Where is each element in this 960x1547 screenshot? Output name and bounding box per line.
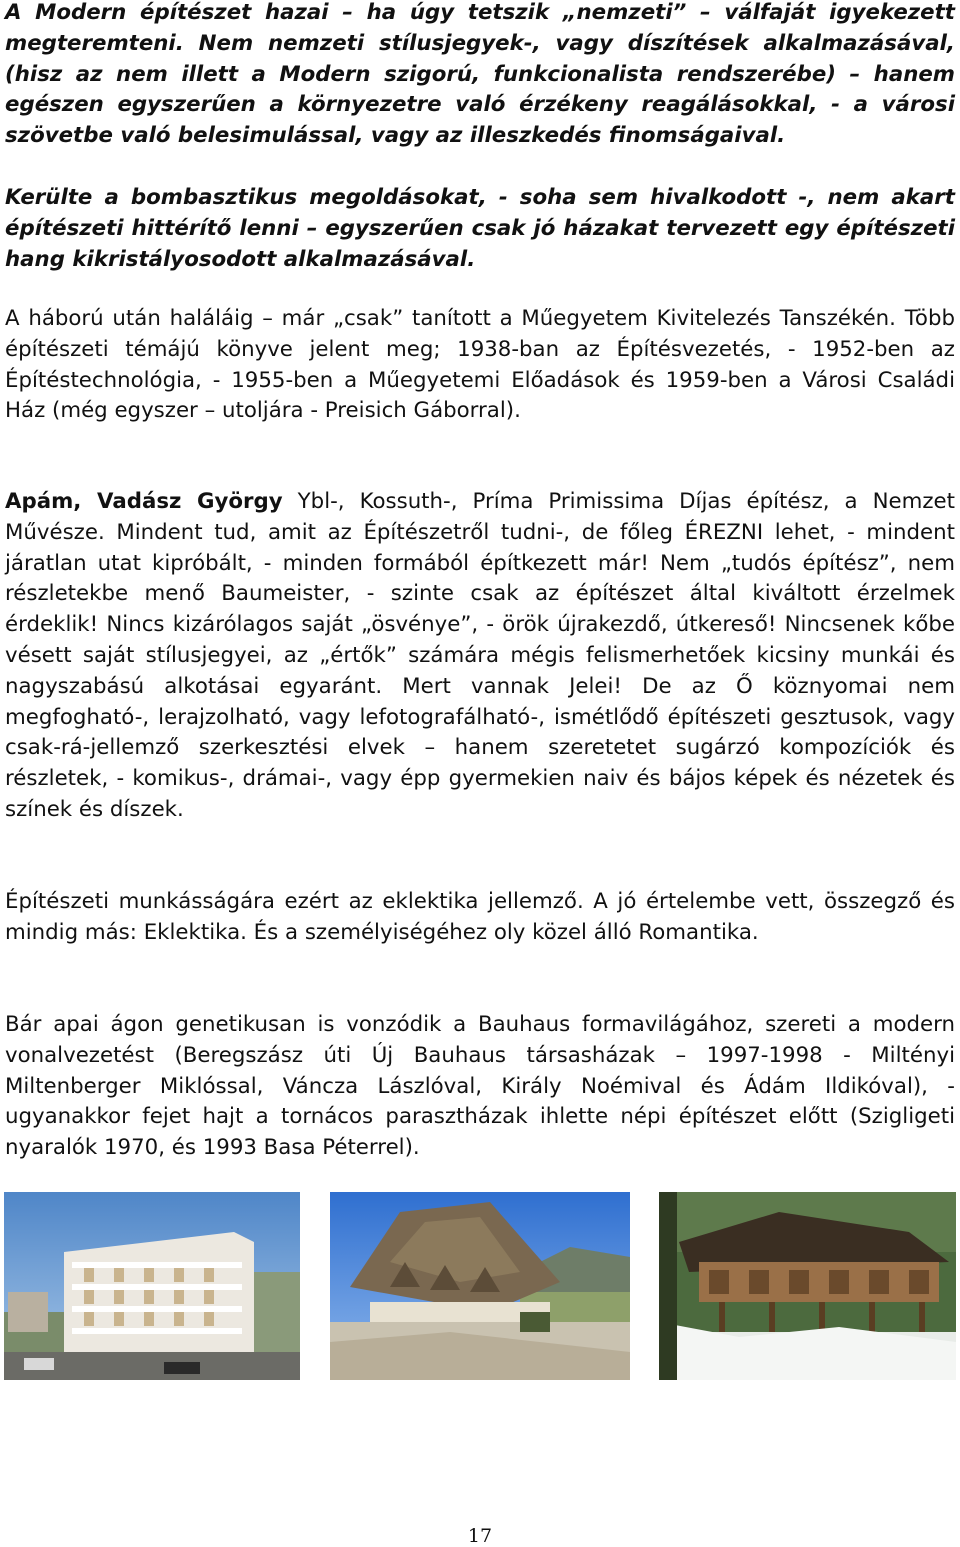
photo-apartment-building: [4, 1192, 300, 1380]
father-description: Ybl-, Kossuth-, Príma Primissima Díjas építész, a Nemzet Művésze. Mindent tud, amit az Építészetről tudni-, de főleg ÉREZNI lehet, - mindent járatlan utat kipróbált, - minden formából építkezett már! Nem „tudós építész”, nem részletekbe menő Baumeister, - szinte csak az építészet által kiváltott érzelmek érdeklik! Nincs kizárólagos saját „ösvénye”, - örök újrakezdő, útkereső! Nincsenek kőbe vésett saját stílusjegyei, az „értők” számára mégis felismerhetőek kicsiny munkái és nagyszabású alkotásai egyaránt. Mert vannak Jelei! De az Ő köznyomai nem megfogható-, lerajzolható, vagy lefotografálható-, ismétlődő építészeti gesztusok, vagy csak-rá-jellemző szerkesztési elvek – hanem szeretetet sugárzó kompozíciók és részletek, - komikus-, drámai-, vagy épp gyermekien naiv és bájos képek és nézetek és színek és díszek.: [5, 489, 955, 822]
paragraph-eclectic: Építészeti munkásságára ezért az eklektika jellemző. A jó értelembe vett, összegző és mindig más: Eklektika. És a személyiségéhez oly közel álló Romantika.: [5, 889, 955, 945]
father-name: Apám, Vadász György: [5, 489, 283, 514]
paragraph-after-war: A háború után haláláig – már „csak” tanított a Műegyetem Kivitelezés Tanszékén. Több építészeti témájú könyve jelent meg; 1938-ban az Építésvezetés, - 1952-ben az Építéstechnológia, - 1955-ben a Műegyetemi Előadások és 1959-ben a Városi Családi Ház (még egyszer – utoljára - Preisich Gáborral).: [5, 306, 955, 424]
paragraph-father: [5, 487, 955, 826]
page-number: 17: [467, 1525, 493, 1547]
photo-wooden-house-winter: [659, 1192, 956, 1380]
paragraph-bombastic: Kerülte a bombasztikus megoldásokat, - soha sem hivalkodott -, nem akart építészeti hittérítő lenni – egyszerűen csak jó házakat tervezett egy építészeti hang kikristályosodott alkalmazásával.: [5, 185, 955, 272]
paragraph-bauhaus: Bár apai ágon genetikusan is vonzódik a Bauhaus formavilágához, szereti a modern vonalvezetést (Beregszász úti Új Bauhaus társasházak – 1997-1998 - Miltényi Miltenberger Miklóssal, Váncza Lászlóval, Király Noémival és Ádám Ildikóval), - ugyanakkor fejet hajt a tornácos parasztházak ihlette népi építészet előtt (Szigligeti nyaralók 1970, és 1993 Basa Péterrel).: [5, 1012, 955, 1161]
paragraph-modern-architecture: A Modern építészet hazai – ha úgy tetszik „nemzeti” – válfaját igyekezett megteremteni. Nem nemzeti stílusjegyek-, vagy díszítések alkalmazásával, (hisz az nem illett a Modern szigorú, funkcionalista rendszerébe) – hanem egészen egyszerűen a környezetre való érzékeny reagálásokkal, - a városi szövetbe való belesimulással, vagy az illeszkedés finomságaival.: [5, 0, 955, 149]
photo-thatched-cottage: [330, 1192, 630, 1380]
